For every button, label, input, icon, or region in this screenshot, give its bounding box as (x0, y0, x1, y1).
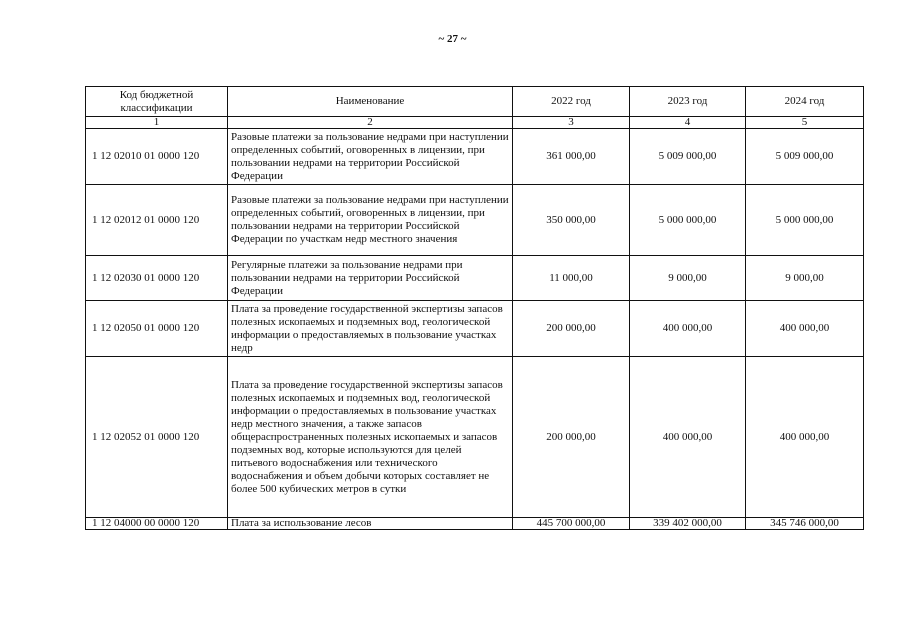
amount-2023-cell: 400 000,00 (630, 357, 746, 518)
name-cell: Регулярные платежи за пользование недрами при пользовании недрами на территории Российской Федерации (228, 256, 513, 301)
name-cell: Разовые платежи за пользование недрами при наступлении определенных событий, оговоренных в лицензии, при пользовании недрами на территории Российской Федерации по участкам недр местного значения (228, 185, 513, 256)
table-row (86, 256, 864, 301)
amount-2023-cell: 400 000,00 (630, 301, 746, 357)
header-2024: 2024 год (746, 87, 864, 117)
column-index: 5 (746, 117, 864, 129)
page-number: ~ 27 ~ (438, 33, 467, 45)
table-row (86, 357, 864, 518)
header-code: Код бюджетной классификации (86, 87, 228, 117)
amount-2024-cell: 400 000,00 (746, 357, 864, 518)
header-row (86, 87, 864, 117)
amount-2024-cell: 345 746 000,00 (746, 518, 864, 530)
amount-2023-cell: 9 000,00 (630, 256, 746, 301)
budget-code-cell: 1 12 02052 01 0000 120 (86, 357, 228, 518)
budget-code-cell: 1 12 02030 01 0000 120 (86, 256, 228, 301)
column-index: 3 (513, 117, 630, 129)
table-row (86, 185, 864, 256)
budget-code-cell: 1 12 04000 00 0000 120 (86, 518, 228, 530)
amount-2022-cell: 361 000,00 (513, 129, 630, 185)
budget-code-cell: 1 12 02050 01 0000 120 (86, 301, 228, 357)
header-2022: 2022 год (513, 87, 630, 117)
header-2023: 2023 год (630, 87, 746, 117)
amount-2024-cell: 5 000 000,00 (746, 185, 864, 256)
column-index: 4 (630, 117, 746, 129)
budget-table (85, 86, 864, 530)
name-cell: Разовые платежи за пользование недрами при наступлении определенных событий, оговоренных в лицензии, при пользовании недрами на территории Российской Федерации (228, 129, 513, 185)
budget-code-cell: 1 12 02012 01 0000 120 (86, 185, 228, 256)
header-name: Наименование (228, 87, 513, 117)
amount-2023-cell: 339 402 000,00 (630, 518, 746, 530)
column-index-row (86, 117, 864, 129)
amount-2024-cell: 9 000,00 (746, 256, 864, 301)
column-index: 2 (228, 117, 513, 129)
amount-2022-cell: 445 700 000,00 (513, 518, 630, 530)
budget-code-cell: 1 12 02010 01 0000 120 (86, 129, 228, 185)
table-row (86, 518, 864, 530)
amount-2023-cell: 5 009 000,00 (630, 129, 746, 185)
column-index: 1 (86, 117, 228, 129)
amount-2024-cell: 5 009 000,00 (746, 129, 864, 185)
amount-2022-cell: 200 000,00 (513, 357, 630, 518)
name-cell: Плата за использование лесов (228, 518, 513, 530)
table-row (86, 129, 864, 185)
amount-2023-cell: 5 000 000,00 (630, 185, 746, 256)
table-row (86, 301, 864, 357)
name-cell: Плата за проведение государственной экспертизы запасов полезных ископаемых и подземных вод, геологической информации о предоставляемых в пользование участках недр местного значения, а также запасов общераспространенных полезных ископаемых и запасов подземных вод, которые используются для целей питьевого водоснабжения или технического водоснабжения и объем добычи которых составляет не более 500 кубических метров в сутки (228, 357, 513, 518)
amount-2022-cell: 11 000,00 (513, 256, 630, 301)
name-cell: Плата за проведение государственной экспертизы запасов полезных ископаемых и подземных вод, геологической информации о предоставляемых в пользование участках недр (228, 301, 513, 357)
amount-2024-cell: 400 000,00 (746, 301, 864, 357)
amount-2022-cell: 350 000,00 (513, 185, 630, 256)
amount-2022-cell: 200 000,00 (513, 301, 630, 357)
